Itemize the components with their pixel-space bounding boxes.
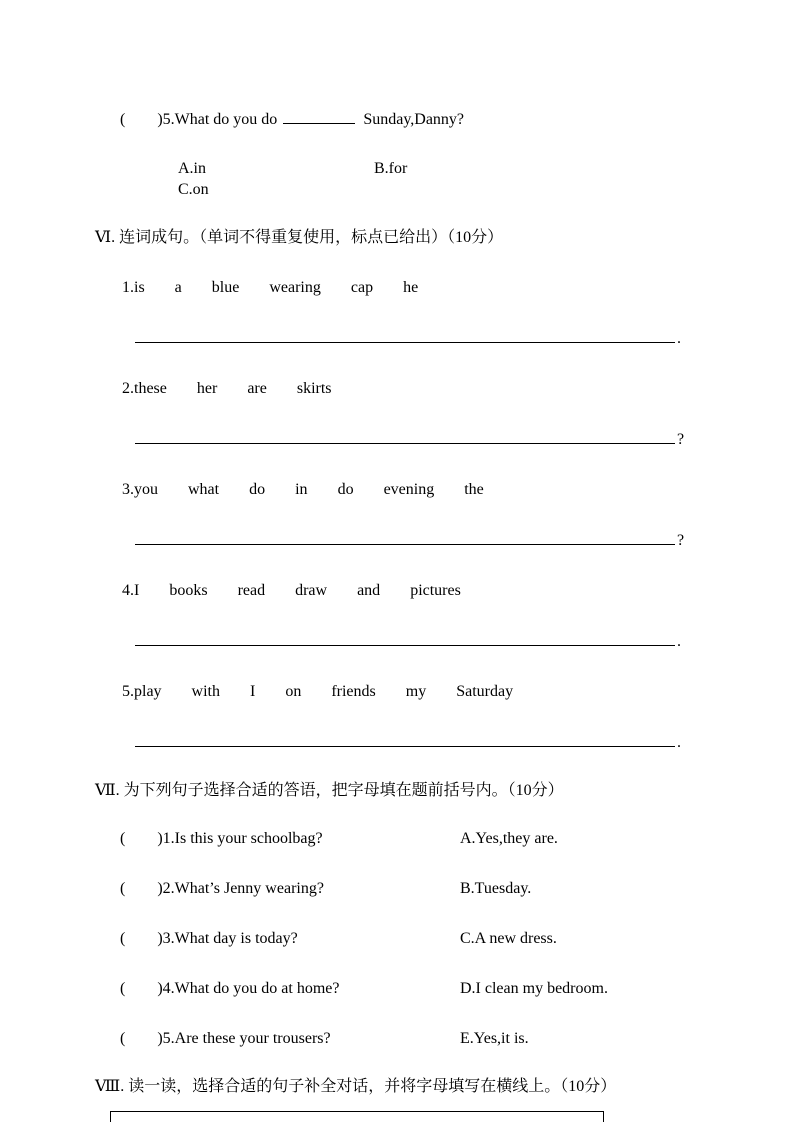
rearrange-item-1-answer-row: [135, 328, 760, 349]
end-punctuation: .: [677, 633, 681, 650]
word: pictures: [410, 582, 461, 599]
word: do: [249, 481, 266, 498]
end-punctuation: ?: [677, 532, 685, 549]
word: skirts: [296, 380, 332, 397]
word: on: [285, 683, 302, 700]
match-answer: B.Tuesday.: [460, 880, 532, 897]
rearrange-item-2-answer-row: [135, 429, 760, 450]
match-answer: C.A new dress.: [460, 930, 557, 947]
match-question: ( )4.What do you do at home?: [120, 980, 340, 997]
match-item-5: [120, 1028, 760, 1049]
word: blue: [211, 279, 240, 296]
option-c: C.on: [178, 181, 209, 198]
rearrange-item-5-answer-row: [135, 732, 760, 753]
section-vi-title: Ⅵ. 连词成句。（单词不得重复使用，标点已给出）（10分）: [95, 229, 504, 246]
word: 4.I: [122, 582, 140, 599]
word: and: [357, 582, 381, 599]
match-answer: A.Yes,they are.: [460, 830, 558, 847]
word: do: [337, 481, 354, 498]
word: what: [188, 481, 220, 498]
question-5-row: [120, 109, 760, 130]
word: 3.you: [122, 481, 158, 498]
match-question: ( )5.Are these your trousers?: [120, 1030, 331, 1047]
word: a: [174, 279, 182, 296]
exam-content: [95, 109, 760, 1122]
word: evening: [383, 481, 435, 498]
word: read: [237, 582, 266, 599]
word: her: [196, 380, 218, 397]
section-viii-title: Ⅷ. 读一读，选择合适的句子补全对话，并将字母填写在横线上。（10分）: [95, 1078, 617, 1095]
answer-blank-line[interactable]: [135, 329, 675, 343]
answer-blank-line[interactable]: [135, 430, 675, 444]
word: with: [191, 683, 220, 700]
question-5-answer-blank[interactable]: [283, 123, 355, 124]
match-item-3: [120, 928, 760, 949]
end-punctuation: .: [677, 734, 681, 751]
match-item-2: [120, 878, 760, 899]
question-5-text-after: Sunday,Danny?: [363, 111, 465, 128]
rearrange-item-4-answer-row: [135, 631, 760, 652]
match-item-4: [120, 978, 760, 999]
question-5-text-before: ( )5.What do you do: [120, 111, 278, 128]
end-punctuation: ?: [677, 431, 685, 448]
rearrange-item-3-answer-row: [135, 530, 760, 551]
answer-blank-line[interactable]: [135, 733, 675, 747]
rearrange-item-3-words: [122, 479, 760, 500]
rearrange-item-4-words: [122, 580, 760, 601]
word: wearing: [269, 279, 321, 296]
word: the: [464, 481, 484, 498]
option-a: A.in: [178, 160, 206, 177]
word: I: [250, 683, 256, 700]
word: cap: [350, 279, 374, 296]
answer-blank-line[interactable]: [135, 531, 675, 545]
word: my: [405, 683, 427, 700]
question-5-options: [178, 158, 760, 200]
word: books: [169, 582, 208, 599]
word: friends: [331, 683, 376, 700]
end-punctuation: .: [677, 330, 681, 347]
word: in: [295, 481, 308, 498]
word: 1.is: [122, 279, 145, 296]
match-question: ( )1.Is this your schoolbag?: [120, 830, 323, 847]
word: 5.play: [122, 683, 162, 700]
rearrange-item-1-words: [122, 277, 760, 298]
word: draw: [295, 582, 328, 599]
word: he: [403, 279, 419, 296]
match-question: ( )3.What day is today?: [120, 930, 298, 947]
option-b: B.for: [374, 160, 408, 177]
word: are: [247, 380, 267, 397]
match-answer: E.Yes,it is.: [460, 1030, 529, 1047]
word: 2.these: [122, 380, 167, 397]
match-question: ( )2.What’s Jenny wearing?: [120, 880, 324, 897]
dialog-sentence-box: [110, 1111, 604, 1122]
rearrange-item-2-words: [122, 378, 760, 399]
section-vii-title: Ⅶ. 为下列句子选择合适的答语，把字母填在题前括号内。（10分）: [95, 782, 564, 799]
answer-blank-line[interactable]: [135, 632, 675, 646]
match-answer: D.I clean my bedroom.: [460, 980, 608, 997]
rearrange-item-5-words: [122, 681, 760, 702]
word: Saturday: [456, 683, 514, 700]
match-item-1: [120, 828, 760, 849]
